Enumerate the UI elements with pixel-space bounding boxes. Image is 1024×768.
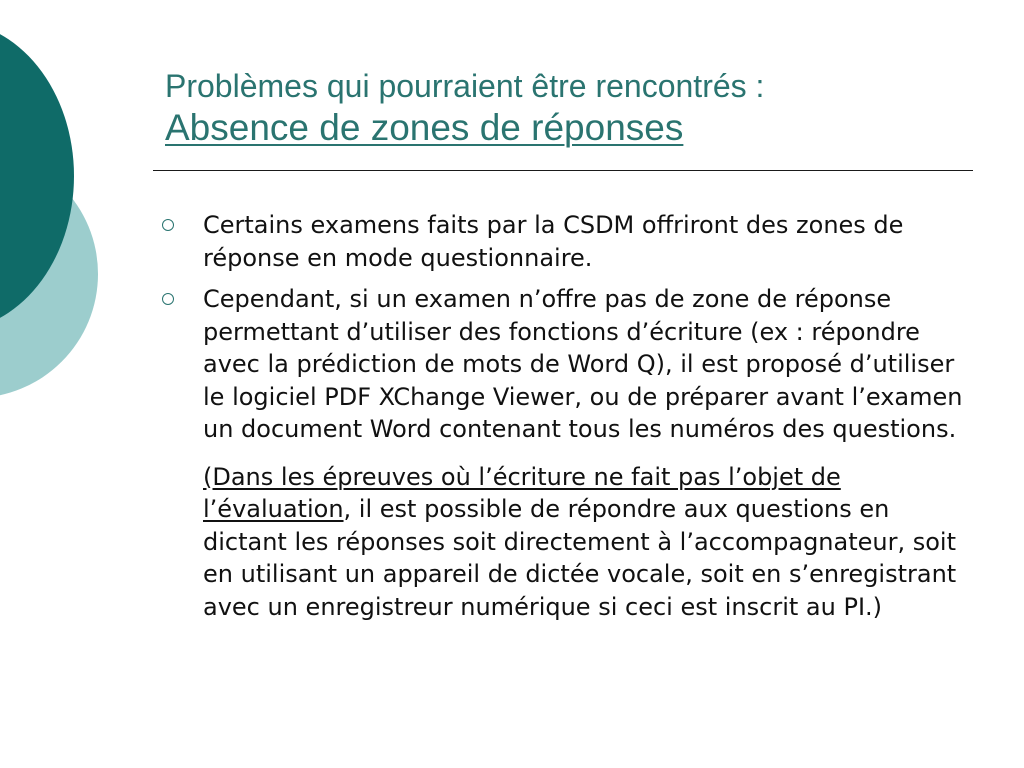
bullet-item	[160, 209, 970, 274]
note-paragraph	[160, 461, 970, 624]
note-text: , il est possible de répondre aux questions en dictant les réponses soit directement à l’accompagnateur, soit en utilisant un appareil de dictée vocale, soit en s’enregistrant avec un enregistreur numérique si ceci est inscrit au PI.)	[203, 495, 957, 621]
bullet-item	[160, 283, 970, 446]
bullet-text: Certains examens faits par la CSDM offriront des zones de réponse en mode questionnaire.	[203, 211, 904, 272]
bullet-circle-icon	[162, 219, 174, 231]
slide-body	[160, 209, 970, 623]
title-line-2: Absence de zones de réponses	[165, 107, 684, 148]
title-divider	[153, 170, 973, 171]
bullet-text: Cependant, si un examen n’offre pas de zone de réponse permettant d’utiliser des fonctions d’écriture (ex : répondre avec la prédiction de mots de Word Q), il est proposé d’utiliser le logiciel PDF XChange Viewer, ou de préparer avant l’examen un document Word contenant tous les numéros des questions.	[203, 285, 963, 443]
title-line-1: Problèmes qui pourraient être rencontrés :	[165, 68, 765, 104]
slide-title	[165, 67, 995, 151]
bullet-circle-icon	[162, 293, 174, 305]
note-underlined-text: (Dans les épreuves où l’écriture ne fait pas l’objet de l’évaluation	[203, 462, 841, 523]
